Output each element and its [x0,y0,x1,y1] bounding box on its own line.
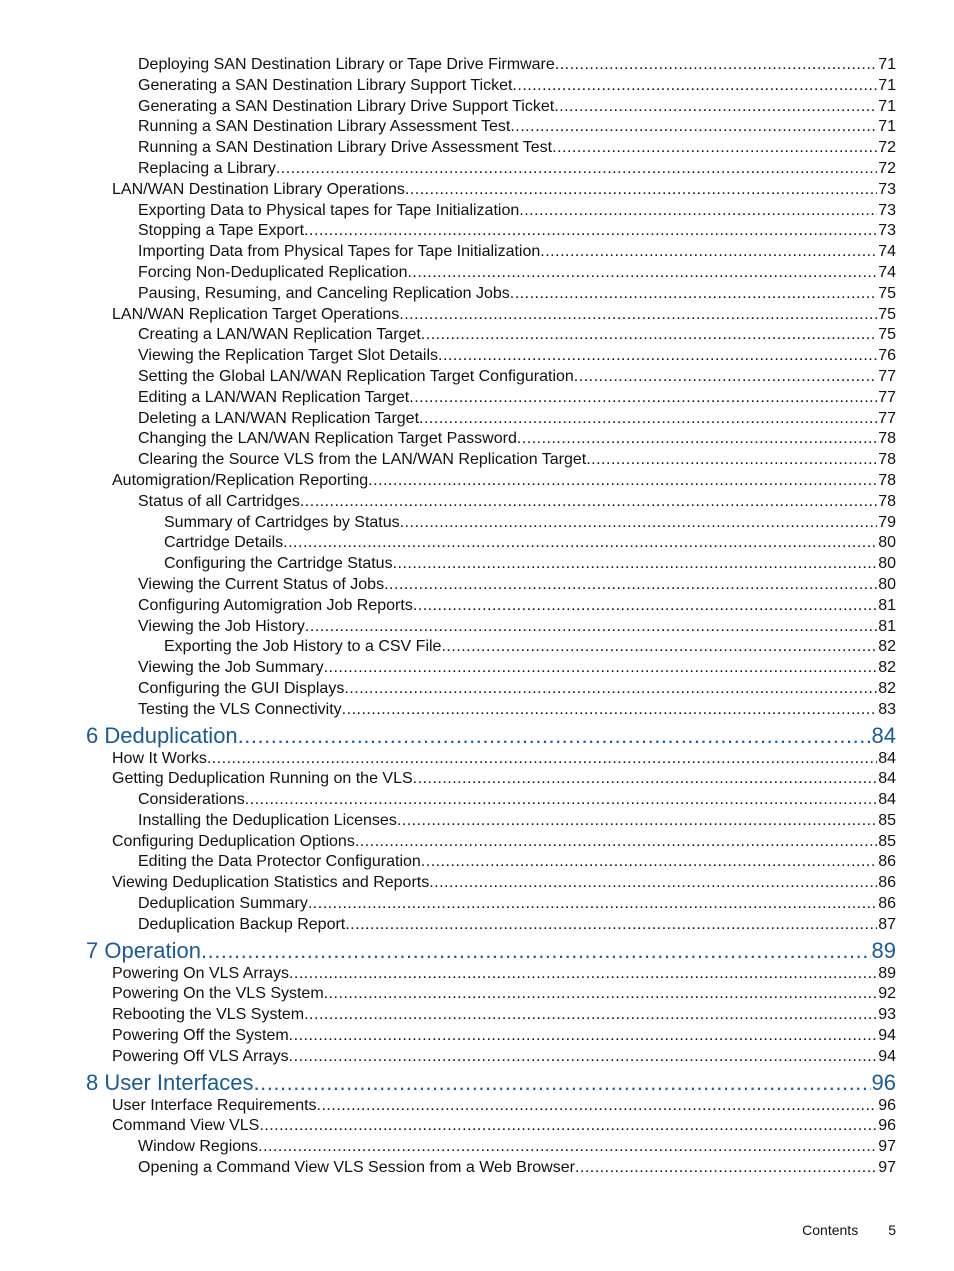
toc-entry-page: 75 [878,305,896,323]
toc-entry-page: 73 [878,201,896,219]
toc-entry-title: Viewing the Current Status of Jobs [138,575,385,593]
toc-leader-dots [342,700,878,721]
toc-entry[interactable] [86,575,896,596]
toc-leader-dots [305,617,877,638]
toc-entry-title: Deleting a LAN/WAN Replication Target [138,409,420,427]
toc-entry-page: 86 [878,895,896,913]
toc-chapter-entry[interactable] [86,1070,896,1095]
toc-entry[interactable] [86,138,896,159]
toc-entry[interactable] [86,832,896,853]
toc-entry[interactable] [86,533,896,554]
toc-entry[interactable] [86,700,896,721]
toc-entry[interactable] [86,159,896,180]
toc-entry-page: 82 [878,679,896,697]
toc-leader-dots [407,263,877,284]
toc-entry[interactable] [86,1137,896,1158]
toc-entry-title: Deploying SAN Destination Library or Tape Drive Firmware [138,56,555,73]
toc-entry[interactable] [86,450,896,471]
toc-leader-dots [324,984,878,1005]
toc-leader-dots [259,1116,877,1137]
toc-leader-dots [300,492,877,513]
toc-entry-page: 97 [878,1138,896,1156]
toc-entry-title: Running a SAN Destination Library Assessment Test [138,118,511,136]
toc-leader-dots [324,658,878,679]
toc-entry-page: 81 [878,596,896,614]
toc-entry-title: Opening a Command View VLS Session from a Web Browser [138,1159,575,1177]
toc-entry-title: Editing a LAN/WAN Replication Target [138,388,410,406]
toc-chapter-entry[interactable] [86,938,896,963]
toc-entry[interactable] [86,305,896,326]
toc-entry[interactable] [86,964,896,985]
toc-entry-page: 71 [878,56,896,73]
toc-leader-dots [304,1005,877,1026]
toc-entry-page: 97 [878,1159,896,1177]
toc-entry-title: Stopping a Tape Export [138,222,305,240]
toc-entry-title: Importing Data from Physical Tapes for Tape Initialization [138,243,541,261]
toc-entry-title: Configuring Automigration Job Reports [138,596,413,614]
toc-leader-dots [575,1158,877,1179]
toc-entry[interactable] [86,1116,896,1137]
toc-entry[interactable] [86,679,896,700]
toc-leader-dots [317,1096,878,1117]
toc-entry[interactable] [86,117,896,138]
toc-entry-title: Replacing a Library [138,159,276,177]
toc-leader-dots [429,873,877,894]
toc-entry-page: 77 [878,409,896,427]
toc-entry[interactable] [86,769,896,790]
toc-entry-title: Changing the LAN/WAN Replication Target Password [138,430,517,448]
toc-entry-page: 93 [878,1006,896,1024]
toc-leader-dots [283,533,877,554]
toc-entry-title: Powering Off VLS Arrays [112,1047,289,1065]
toc-leader-dots [413,596,877,617]
toc-entry-page: 78 [878,430,896,448]
toc-entry-page: 92 [878,985,896,1003]
toc-entry-title: Creating a LAN/WAN Replication Target [138,326,421,344]
toc-entry-page: 85 [878,811,896,829]
toc-leader-dots [207,749,877,770]
toc-leader-dots [540,242,877,263]
toc-entry-page: 71 [878,97,896,115]
toc-entry-title: Powering On the VLS System [112,985,324,1003]
toc-entry[interactable] [86,429,896,450]
toc-entry-page: 76 [878,347,896,365]
toc-leader-dots [397,811,877,832]
toc-entry-title: Configuring the GUI Displays [138,679,345,697]
toc-entry[interactable] [86,97,896,118]
toc-entry-page: 82 [878,638,896,656]
toc-entry[interactable] [86,894,896,915]
toc-entry-page: 77 [878,367,896,385]
toc-entry-page: 85 [878,832,896,850]
toc-entry-page: 96 [878,1096,896,1114]
toc-entry-page: 79 [878,513,896,531]
toc-entry-page: 80 [878,575,896,593]
toc-entry-page: 84 [878,749,896,767]
toc-entry-title: Summary of Cartridges by Status [164,513,400,531]
toc-entry-title: LAN/WAN Replication Target Operations [112,305,400,323]
toc-leader-dots [510,284,877,305]
toc-leader-dots [384,575,877,596]
toc-entry-title: Editing the Data Protector Configuration [138,853,421,871]
toc-leader-dots [519,201,877,222]
toc-leader-dots [258,1137,877,1158]
toc-entry-title: 8 User Interfaces [86,1069,254,1095]
toc-leader-dots [405,180,877,201]
toc-leader-dots [510,117,877,138]
toc-entry-title: Automigration/Replication Reporting [112,471,369,489]
toc-entry[interactable] [86,852,896,873]
toc-entry-title: Running a SAN Destination Library Drive Assessment Test [138,139,553,157]
toc-entry[interactable] [86,284,896,305]
toc-leader-dots [289,1047,878,1068]
toc-chapter-entry[interactable] [86,723,896,748]
toc-entry-page: 73 [878,222,896,240]
toc-leader-dots [308,894,877,915]
toc-entry[interactable] [86,1047,896,1068]
toc-entry[interactable] [86,617,896,638]
toc-entry-page: 72 [878,159,896,177]
toc-leader-dots [421,325,877,346]
toc-entry-page: 80 [878,555,896,573]
toc-entry-page: 71 [878,118,896,136]
toc-entry-title: Pausing, Resuming, and Canceling Replication Jobs [138,284,510,302]
toc-leader-dots [238,723,871,748]
toc-entry[interactable] [86,388,896,409]
toc-leader-dots [245,790,877,811]
toc-leader-dots [517,429,877,450]
toc-entry-title: Rebooting the VLS System [112,1006,305,1024]
toc-leader-dots [413,769,878,790]
toc-entry-page: 84 [878,791,896,809]
toc-entry-page: 94 [878,1047,896,1065]
toc-leader-dots [304,221,877,242]
toc-entry-title: Configuring the Cartridge Status [164,555,393,573]
toc-entry[interactable] [86,658,896,679]
toc-entry-page: 89 [871,937,896,963]
toc-entry[interactable] [86,1158,896,1179]
toc-leader-dots [254,1070,871,1095]
toc-entry-title: Getting Deduplication Running on the VLS [112,770,413,788]
toc-entry-title: Powering Off the System [112,1027,289,1045]
toc-entry[interactable] [86,811,896,832]
toc-entry[interactable] [86,55,896,76]
toc-entry[interactable] [86,596,896,617]
toc-leader-dots [344,679,877,700]
toc-entry[interactable] [86,471,896,492]
toc-entry-title: User Interface Requirements [112,1096,317,1114]
toc-entry-page: 83 [878,700,896,718]
toc-entry[interactable] [86,492,896,513]
toc-entry-title: Installing the Deduplication Licenses [138,811,397,829]
toc-entry-page: 78 [878,492,896,510]
toc-entry-title: Powering On VLS Arrays [112,964,289,982]
toc-entry[interactable] [86,1005,896,1026]
toc-leader-dots [345,915,877,936]
toc-entry-page: 89 [878,964,896,982]
toc-entry-page: 84 [871,722,896,748]
toc-leader-dots [276,159,877,180]
toc-leader-dots [555,55,877,76]
footer-label: Contents [802,1222,859,1238]
toc-entry-title: Forcing Non-Deduplicated Replication [138,263,408,281]
toc-entry-title: 7 Operation [86,937,201,963]
toc-entry[interactable] [86,221,896,242]
toc-entry[interactable] [86,325,896,346]
toc-entry-page: 74 [878,263,896,281]
toc-leader-dots [399,305,877,326]
toc-entry-title: Viewing the Replication Target Slot Details [138,347,439,365]
toc-leader-dots [421,852,877,873]
toc-leader-dots [289,1026,878,1047]
toc-entry-title: Window Regions [138,1138,259,1156]
toc-leader-dots [368,471,877,492]
toc-entry-page: 78 [878,451,896,469]
toc-entry[interactable] [86,76,896,97]
toc-entry-page: 81 [878,617,896,635]
toc-entry-title: Configuring Deduplication Options [112,832,355,850]
toc-entry[interactable] [86,263,896,284]
toc-entry-page: 82 [878,659,896,677]
toc-entry[interactable] [86,180,896,201]
toc-entry[interactable] [86,637,896,658]
toc-entry-title: Exporting Data to Physical tapes for Tape Initialization [138,201,520,219]
toc-entry-title: Viewing the Job Summary [138,659,324,677]
toc-entry-page: 75 [878,284,896,302]
toc-entry[interactable] [86,873,896,894]
toc-entry[interactable] [86,409,896,430]
toc-leader-dots [438,346,877,367]
toc-leader-dots [409,388,877,409]
toc-entry[interactable] [86,367,896,388]
toc-leader-dots [552,138,877,159]
toc-leader-dots [574,367,877,388]
toc-leader-dots [289,964,877,985]
toc-entry-title: 6 Deduplication [86,722,238,748]
toc-entry-title: Viewing the Job History [138,617,305,635]
toc-leader-dots [554,97,877,118]
toc-entry-page: 84 [878,770,896,788]
toc-entry-title: Deduplication Backup Report [138,915,346,933]
toc-entry[interactable] [86,346,896,367]
toc-entry-page: 80 [878,534,896,552]
toc-entry-title: Clearing the Source VLS from the LAN/WAN Replication Target [138,451,587,469]
toc-leader-dots [441,637,877,658]
toc-leader-dots [512,76,877,97]
toc-entry-title: LAN/WAN Destination Library Operations [112,180,405,198]
toc-entry[interactable] [86,915,896,936]
footer-page-number: 5 [888,1222,896,1238]
toc-entry-page: 72 [878,139,896,157]
toc-entry-page: 71 [878,76,896,94]
toc-entry-title: Setting the Global LAN/WAN Replication Target Configuration [138,367,574,385]
toc-entry-title: Cartridge Details [164,534,284,552]
toc-entry-title: Viewing Deduplication Statistics and Reports [112,874,430,892]
page-footer [802,1222,896,1238]
toc-leader-dots [400,513,878,534]
toc-entry-title: Generating a SAN Destination Library Drive Support Ticket [138,97,555,115]
toc-entry-title: Command View VLS [112,1117,260,1135]
toc-entry-title: Testing the VLS Connectivity [138,700,342,718]
toc-entry-page: 77 [878,388,896,406]
toc-entry-title: Considerations [138,791,245,809]
toc-entry-page: 86 [878,874,896,892]
toc-entry-page: 75 [878,326,896,344]
table-of-contents [86,55,896,1179]
toc-entry[interactable] [86,513,896,534]
toc-entry-page: 74 [878,243,896,261]
toc-entry[interactable] [86,1096,896,1117]
toc-entry[interactable] [86,242,896,263]
toc-entry[interactable] [86,790,896,811]
toc-entry-page: 96 [878,1117,896,1135]
toc-entry-page: 96 [871,1069,896,1095]
toc-entry[interactable] [86,1026,896,1047]
toc-entry-page: 86 [878,853,896,871]
toc-entry-title: How It Works [112,749,207,767]
toc-entry-title: Deduplication Summary [138,895,308,913]
toc-leader-dots [201,938,871,963]
toc-entry-title: Exporting the Job History to a CSV File [164,638,442,656]
toc-leader-dots [419,409,877,430]
toc-entry[interactable] [86,554,896,575]
toc-entry[interactable] [86,984,896,1005]
toc-entry-page: 87 [878,915,896,933]
toc-leader-dots [586,450,877,471]
toc-entry-page: 78 [878,471,896,489]
toc-entry-page: 73 [878,180,896,198]
toc-entry[interactable] [86,749,896,770]
toc-leader-dots [355,832,877,853]
toc-leader-dots [393,554,878,575]
toc-entry-title: Generating a SAN Destination Library Support Ticket [138,76,513,94]
toc-entry-title: Status of all Cartridges [138,492,300,510]
toc-entry-page: 94 [878,1027,896,1045]
toc-entry[interactable] [86,201,896,222]
